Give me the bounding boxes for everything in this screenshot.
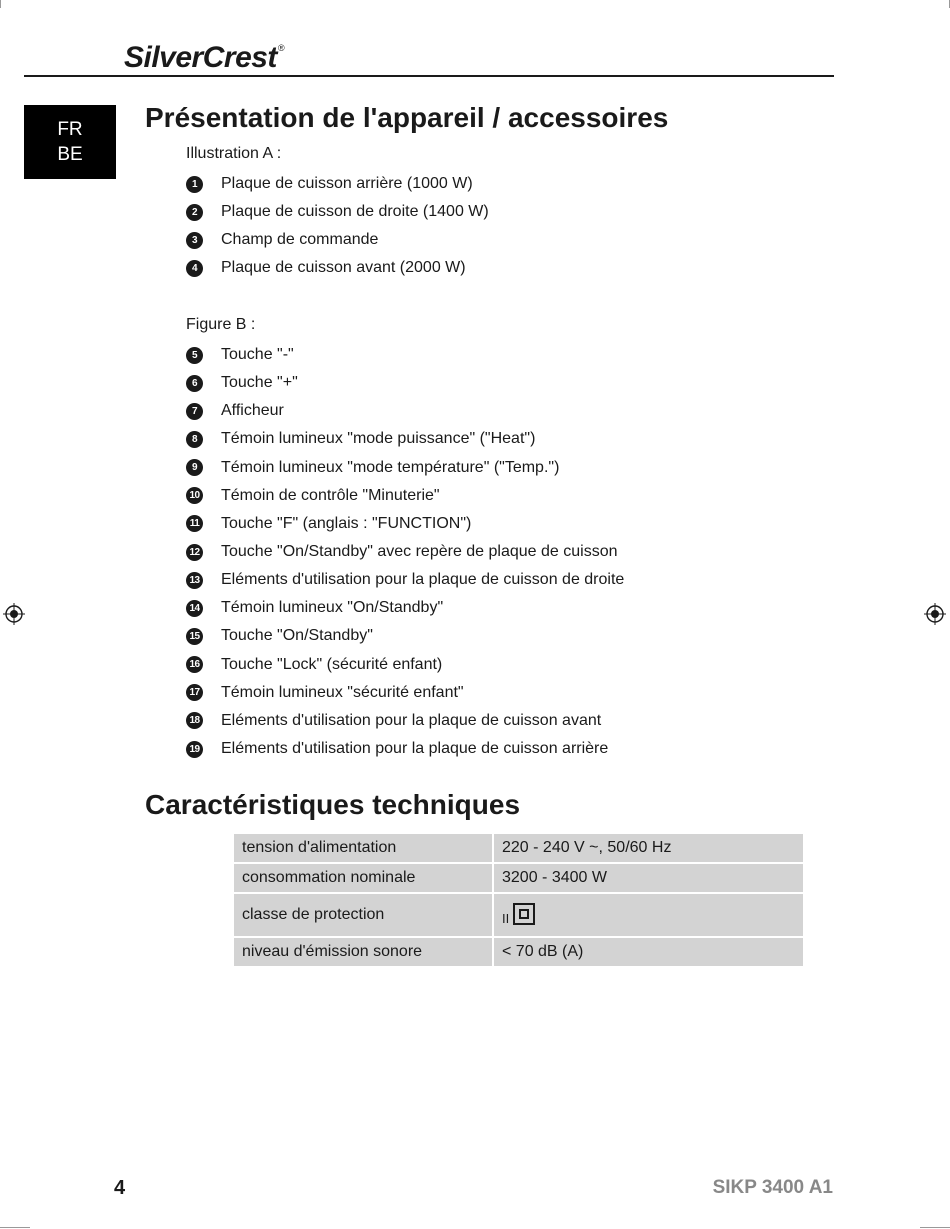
item-text: Plaque de cuisson arrière (1000 W) bbox=[221, 175, 473, 193]
list-item bbox=[186, 594, 624, 622]
list-item bbox=[186, 226, 489, 254]
item-number-badge: 4 bbox=[186, 260, 203, 277]
item-number-badge: 1 bbox=[186, 176, 203, 193]
item-text: Champ de commande bbox=[221, 231, 379, 249]
spec-label: consommation nominale bbox=[234, 864, 494, 892]
list-item bbox=[186, 651, 624, 679]
list-item bbox=[186, 198, 489, 226]
item-text: Eléments d'utilisation pour la plaque de cuisson de droite bbox=[221, 571, 625, 589]
list-item bbox=[186, 538, 624, 566]
item-text: Témoin de contrôle "Minuterie" bbox=[221, 486, 440, 504]
item-number-badge: 11 bbox=[186, 515, 203, 532]
list-item bbox=[186, 482, 624, 510]
list-item bbox=[186, 397, 624, 425]
item-text: Touche "-" bbox=[221, 346, 294, 364]
spec-value: < 70 dB (A) bbox=[494, 938, 803, 966]
list-item bbox=[186, 170, 489, 198]
item-number-badge: 16 bbox=[186, 656, 203, 673]
item-text: Témoin lumineux "sécurité enfant" bbox=[221, 683, 464, 701]
item-text: Touche "+" bbox=[221, 374, 298, 392]
registration-mark-icon bbox=[924, 603, 946, 625]
section-title-specs: Caractéristiques techniques bbox=[145, 789, 521, 820]
spec-value bbox=[494, 894, 803, 936]
item-number-badge: 17 bbox=[186, 684, 203, 701]
page-number: 4 bbox=[114, 1177, 126, 1199]
table-row bbox=[234, 938, 803, 966]
item-text: Témoin lumineux "mode température" ("Temp.") bbox=[221, 458, 560, 476]
figure-b-label: Figure B : bbox=[186, 316, 256, 333]
crop-mark bbox=[0, 0, 1, 8]
spec-value: 220 - 240 V ~, 50/60 Hz bbox=[494, 834, 803, 862]
spec-label: classe de protection bbox=[234, 894, 494, 936]
brand-logo bbox=[124, 30, 284, 76]
language-code: FR bbox=[57, 119, 83, 140]
illustration-a-list bbox=[186, 170, 489, 283]
crop-mark bbox=[0, 1227, 30, 1228]
item-number-badge: 18 bbox=[186, 712, 203, 729]
item-text: Plaque de cuisson de droite (1400 W) bbox=[221, 203, 489, 221]
list-item bbox=[186, 566, 624, 594]
list-item bbox=[186, 454, 624, 482]
protection-class-ii-icon bbox=[502, 903, 535, 925]
item-number-badge: 14 bbox=[186, 600, 203, 617]
registered-mark: ® bbox=[277, 43, 285, 53]
protection-class-value: II bbox=[502, 910, 510, 926]
item-text: Touche "On/Standby" avec repère de plaque de cuisson bbox=[221, 543, 618, 561]
item-number-badge: 2 bbox=[186, 204, 203, 221]
item-number-badge: 6 bbox=[186, 375, 203, 392]
list-item bbox=[186, 735, 624, 763]
item-number-badge: 8 bbox=[186, 431, 203, 448]
figure-b-list bbox=[186, 341, 624, 763]
item-number-badge: 19 bbox=[186, 741, 203, 758]
item-text: Touche "F" (anglais : "FUNCTION") bbox=[221, 514, 472, 532]
country-code: BE bbox=[57, 144, 83, 165]
item-number-badge: 3 bbox=[186, 232, 203, 249]
list-item bbox=[186, 622, 624, 650]
table-row bbox=[234, 894, 803, 936]
item-number-badge: 7 bbox=[186, 403, 203, 420]
list-item bbox=[186, 707, 624, 735]
item-number-badge: 13 bbox=[186, 572, 203, 589]
illustration-a-label: Illustration A : bbox=[186, 145, 282, 162]
item-text: Témoin lumineux "mode puissance" ("Heat") bbox=[221, 430, 536, 448]
specs-table bbox=[234, 832, 803, 968]
list-item bbox=[186, 369, 624, 397]
item-text: Eléments d'utilisation pour la plaque de cuisson arrière bbox=[221, 740, 609, 758]
double-square-icon bbox=[513, 903, 535, 925]
spec-label: niveau d'émission sonore bbox=[234, 938, 494, 966]
model-number: SIKP 3400 A1 bbox=[712, 1177, 833, 1198]
list-item bbox=[186, 679, 624, 707]
language-tab bbox=[24, 105, 116, 179]
item-number-badge: 12 bbox=[186, 544, 203, 561]
list-item bbox=[186, 254, 489, 282]
list-item bbox=[186, 425, 624, 453]
header-rule bbox=[24, 75, 834, 77]
item-number-badge: 9 bbox=[186, 459, 203, 476]
item-text: Touche "Lock" (sécurité enfant) bbox=[221, 655, 443, 673]
registration-mark-icon bbox=[3, 603, 25, 625]
crop-mark bbox=[920, 1227, 950, 1228]
spec-label: tension d'alimentation bbox=[234, 834, 494, 862]
item-text: Eléments d'utilisation pour la plaque de cuisson avant bbox=[221, 711, 602, 729]
table-row bbox=[234, 834, 803, 862]
item-text: Touche "On/Standby" bbox=[221, 627, 373, 645]
section-title-presentation: Présentation de l'appareil / accessoires bbox=[145, 102, 669, 133]
item-text: Afficheur bbox=[221, 402, 284, 420]
spec-value: 3200 - 3400 W bbox=[494, 864, 803, 892]
brand-logo-text: SilverCrest bbox=[124, 41, 277, 74]
item-text: Témoin lumineux "On/Standby" bbox=[221, 599, 444, 617]
table-row bbox=[234, 864, 803, 892]
item-number-badge: 5 bbox=[186, 347, 203, 364]
list-item bbox=[186, 510, 624, 538]
item-number-badge: 15 bbox=[186, 628, 203, 645]
list-item bbox=[186, 341, 624, 369]
item-number-badge: 10 bbox=[186, 487, 203, 504]
item-text: Plaque de cuisson avant (2000 W) bbox=[221, 259, 466, 277]
